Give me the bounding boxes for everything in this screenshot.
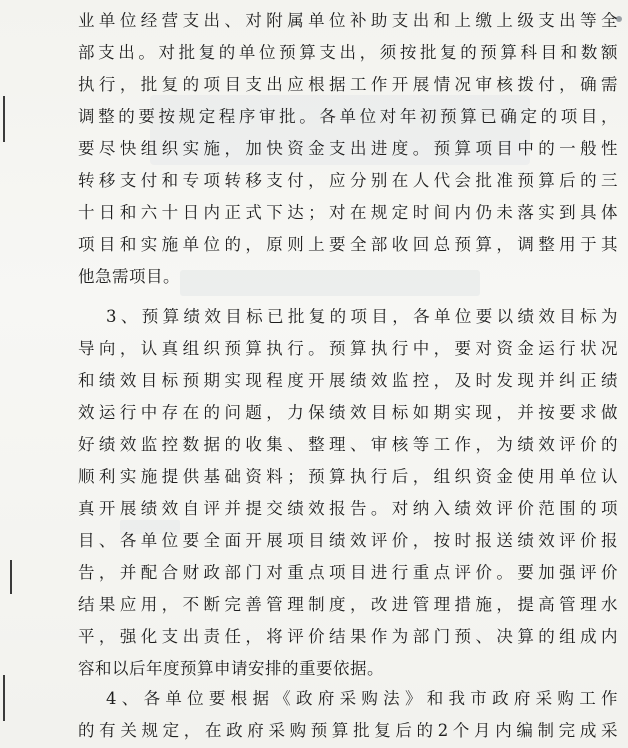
text-line: 他急需项目。 [78, 267, 180, 286]
paragraph-start-line: 3、预算绩效目标已批复的项目，各单位要以绩效目标为 [106, 307, 618, 326]
text-line: 部支出。对批复的单位预算支出，须按批复的预算科目和数额 [78, 43, 618, 62]
text-line: 告，并配合财政部门对重点项目进行重点评价。要加强评价 [78, 563, 618, 582]
text-line: 平，强化支出责任，将评价结果作为部门预、决算的组成内 [78, 627, 618, 646]
text-line: 真开展绩效自评并提交绩效报告。对纳入绩效评价范围的项 [78, 499, 618, 518]
text-line: 执行，批复的项目支出应根据工作开展情况审核拨付，确需 [78, 75, 618, 94]
text-line: 导向，认真组织预算执行。预算执行中，要对资金运行状况 [78, 339, 618, 358]
text-line: 顺利实施提供基础资料；预算执行后，组织资金使用单位认 [78, 467, 618, 486]
text-line: 的有关规定，在政府采购预算批复后的2个月内编制完成采 [78, 721, 618, 740]
left-margin-mark [3, 675, 5, 721]
text-line: 和绩效目标预期实现程度开展绩效监控，及时发现并纠正绩 [78, 371, 618, 390]
text-line: 项目和实施单位的，原则上要全部收回总预算，调整用于其 [78, 235, 618, 254]
text-line: 目、各单位要全面开展项目绩效评价，按时报送绩效评价报 [78, 531, 618, 550]
text-line: 容和以后年度预算申请安排的重要依据。 [78, 659, 384, 678]
text-line: 调整的要按规定程序审批。各单位对年初预算已确定的项目， [78, 107, 618, 126]
text-line: 结果应用，不断完善管理制度，改进管理措施，提高管理水 [78, 595, 618, 614]
left-margin-mark [10, 560, 12, 594]
left-margin-mark [3, 96, 5, 142]
text-line: 业单位经营支出、对附属单位补助支出和上缴上级支出等全 [78, 11, 618, 30]
text-line: 要尽快组织实施，加快资金支出进度。预算项目中的一般性 [78, 139, 618, 158]
text-line: 效运行中存在的问题，力保绩效目标如期实现，并按要求做 [78, 403, 618, 422]
text-line: 十日和六十日内正式下达；对在规定时间内仍未落实到具体 [78, 203, 618, 222]
text-line: 好绩效监控数据的收集、整理、审核等工作，为绩效评价的 [78, 435, 618, 454]
text-line: 转移支付和专项转移支付，应分别在人代会批准预算后的三 [78, 171, 618, 190]
paragraph-start-line: 4、各单位要根据《政府采购法》和我市政府采购工作 [106, 689, 618, 708]
